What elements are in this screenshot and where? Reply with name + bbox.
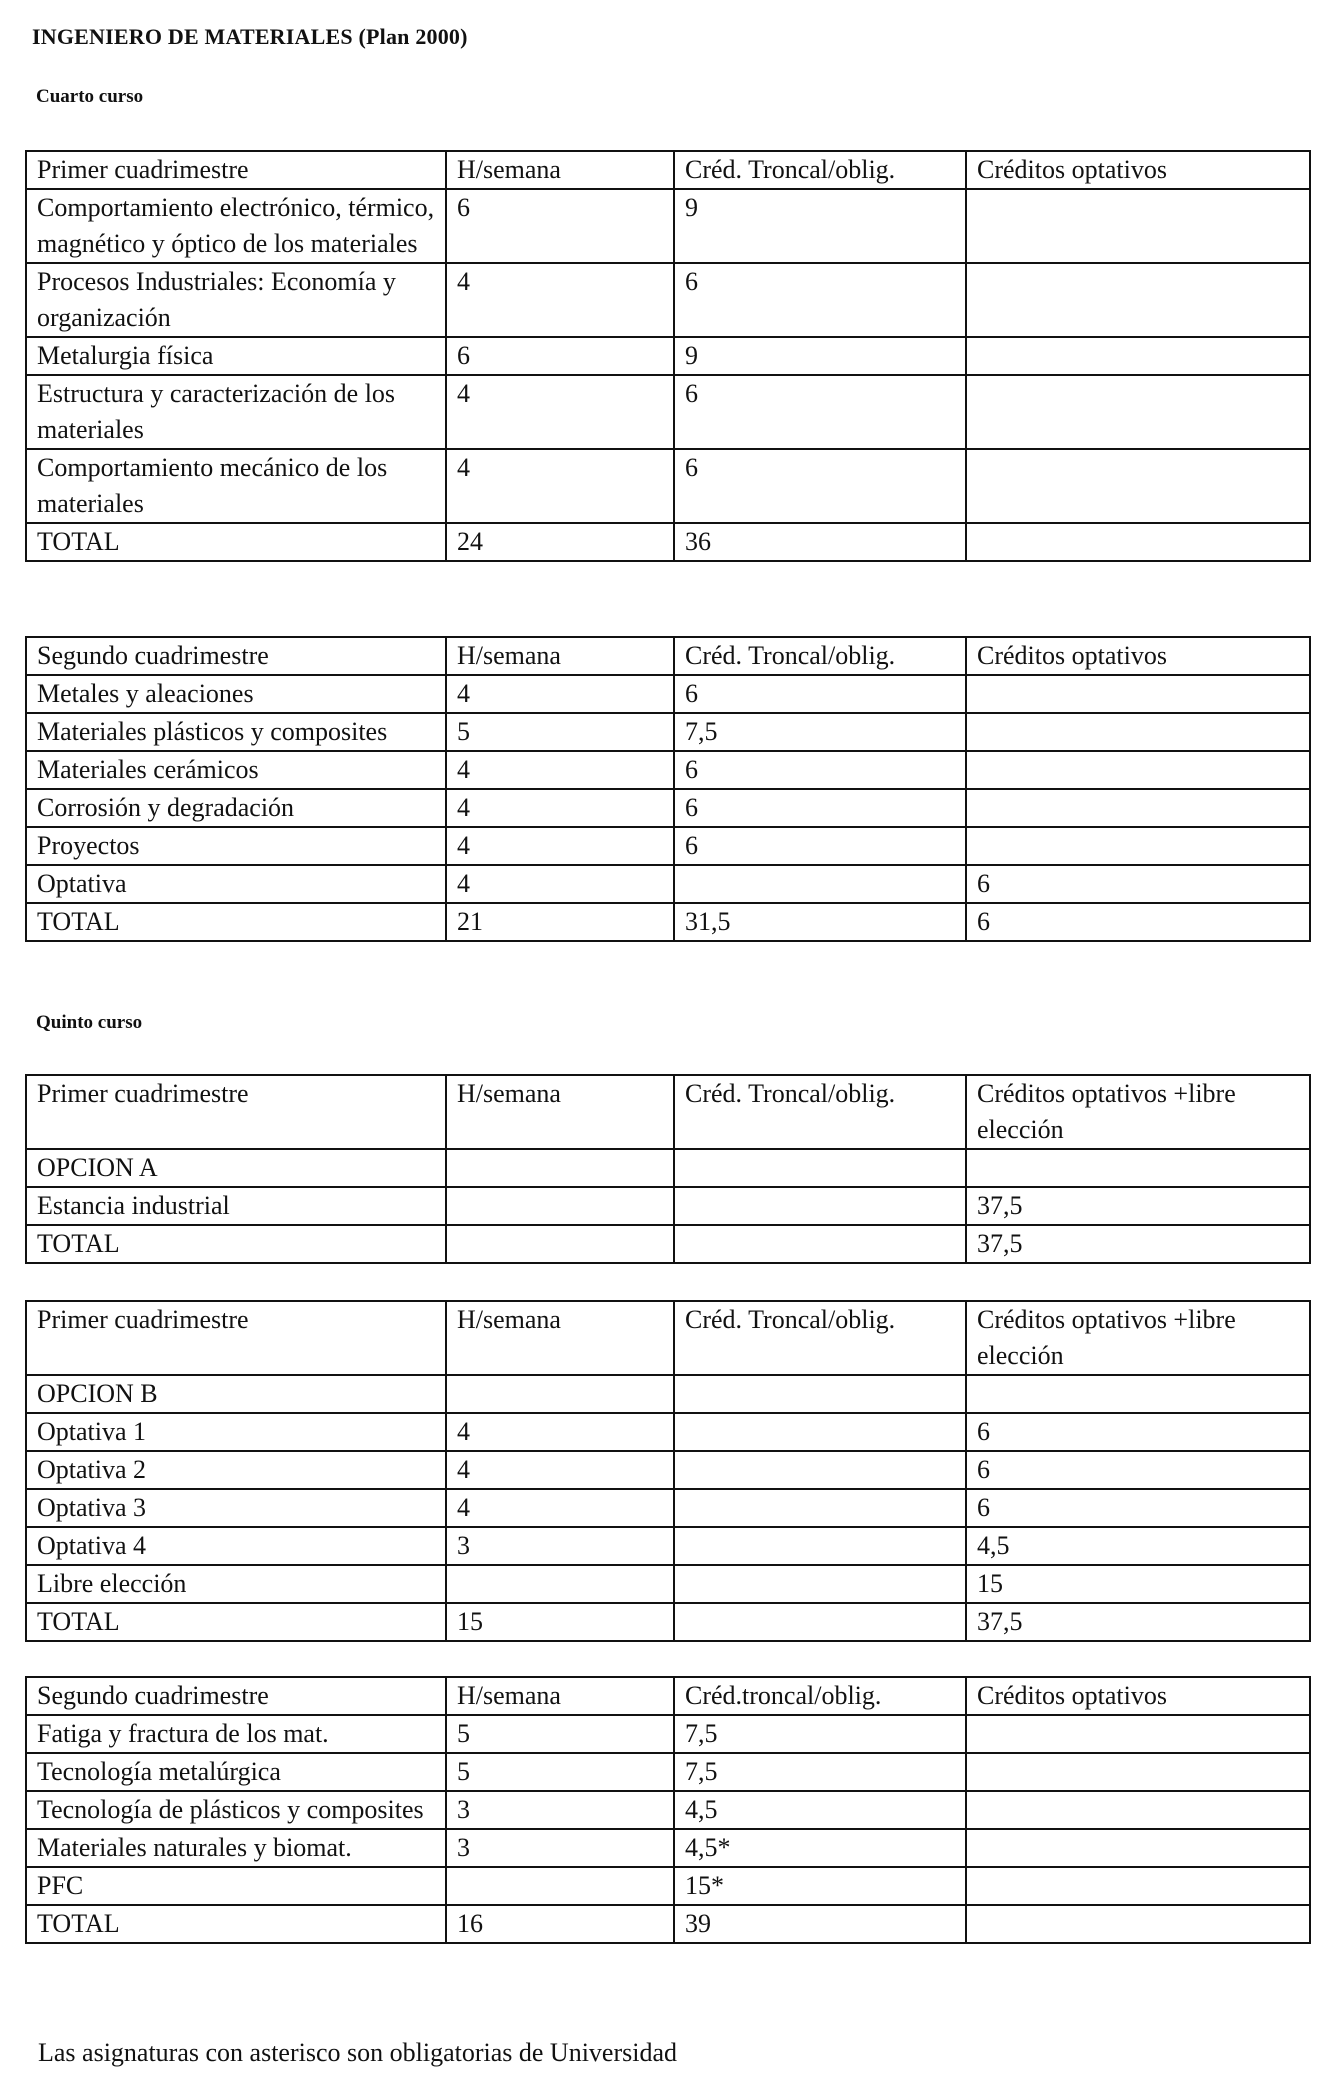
table-total-row-cell [446, 1225, 674, 1263]
table-row [26, 751, 1310, 789]
table-row [26, 1149, 1310, 1187]
table-header-row-cell: H/semana [446, 1075, 674, 1149]
table-row-cell: Comportamiento mecánico de los materiales [26, 449, 446, 523]
table-header-row-cell: Créditos optativos +libre elección [966, 1075, 1310, 1149]
table-total-row-cell: 37,5 [966, 1225, 1310, 1263]
table-row-cell: 6 [674, 263, 966, 337]
table-row [26, 1527, 1310, 1565]
table-total-row-cell [674, 1225, 966, 1263]
table-total-row-cell: 16 [446, 1905, 674, 1943]
table-row [26, 865, 1310, 903]
table-row [26, 375, 1310, 449]
table-row [26, 1829, 1310, 1867]
table-row-cell: Optativa 1 [26, 1413, 446, 1451]
table-row-cell: 3 [446, 1791, 674, 1829]
table-total-row [26, 1905, 1310, 1943]
table-row-cell: Corrosión y degradación [26, 789, 446, 827]
table-total-row-cell: TOTAL [26, 1905, 446, 1943]
section-label-cuarto-curso: Cuarto curso [36, 86, 144, 107]
table-row-cell: 6 [674, 789, 966, 827]
table-header-row-cell: Créd. Troncal/oblig. [674, 151, 966, 189]
table-row-cell [966, 189, 1310, 263]
table-row-cell [446, 1565, 674, 1603]
table-row-cell [966, 1715, 1310, 1753]
table-row-cell: 4 [446, 789, 674, 827]
table-header-row-cell: Segundo cuadrimestre [26, 637, 446, 675]
table-header-row-cell: Créd. Troncal/oblig. [674, 637, 966, 675]
table-row [26, 1867, 1310, 1905]
table-row-cell: 5 [446, 1715, 674, 1753]
table-header-row-cell: H/semana [446, 637, 674, 675]
table-row-cell: OPCION A [26, 1149, 446, 1187]
table-row-cell: 5 [446, 713, 674, 751]
table-row-cell: 9 [674, 189, 966, 263]
table-row-cell: 6 [446, 189, 674, 263]
table-cuarto-primer-cuadrimestre [25, 150, 1311, 562]
table-row-cell: 37,5 [966, 1187, 1310, 1225]
table-header-row-cell: Primer cuadrimestre [26, 1075, 446, 1149]
table-row-cell: 4 [446, 263, 674, 337]
table-row-cell [446, 1187, 674, 1225]
table-row-cell: Proyectos [26, 827, 446, 865]
table-total-row-cell: 6 [966, 903, 1310, 941]
table-row-cell: Comportamiento electrónico, térmico, magnético y óptico de los materiales [26, 189, 446, 263]
table-row [26, 1565, 1310, 1603]
table-total-row [26, 1225, 1310, 1263]
footnote: Las asignaturas con asterisco son obligatorias de Universidad [38, 2038, 677, 2067]
table-quinto-primer-cuadrimestre-opcion-a [25, 1074, 1311, 1264]
table-row [26, 263, 1310, 337]
table-row-cell [674, 1489, 966, 1527]
table-row [26, 827, 1310, 865]
table-row-cell [966, 675, 1310, 713]
table-total-row-cell: 37,5 [966, 1603, 1310, 1641]
table-header-row-cell: Créditos optativos [966, 151, 1310, 189]
table-quinto-segundo-cuadrimestre [25, 1676, 1311, 1944]
table-row-cell: Metalurgia física [26, 337, 446, 375]
table-row-cell: PFC [26, 1867, 446, 1905]
table-row-cell [446, 1149, 674, 1187]
table-row-cell: 7,5 [674, 713, 966, 751]
table-row-cell: 3 [446, 1829, 674, 1867]
table-row-cell: 4 [446, 1489, 674, 1527]
table-row-cell: Tecnología metalúrgica [26, 1753, 446, 1791]
table-row-cell: Tecnología de plásticos y composites [26, 1791, 446, 1829]
table-row-cell: Optativa [26, 865, 446, 903]
table-row [26, 789, 1310, 827]
table-header-row-cell: Créd. Troncal/oblig. [674, 1301, 966, 1375]
table-row-cell [966, 713, 1310, 751]
table-row-cell: Libre elección [26, 1565, 446, 1603]
table-total-row-cell: TOTAL [26, 1603, 446, 1641]
table-row-cell [966, 1867, 1310, 1905]
table-header-row-cell: H/semana [446, 1677, 674, 1715]
table-row-cell [966, 449, 1310, 523]
table-row-cell [966, 1829, 1310, 1867]
table-row-cell [966, 337, 1310, 375]
table-header-row-cell: Primer cuadrimestre [26, 151, 446, 189]
table-row-cell [446, 1375, 674, 1413]
table-row [26, 1413, 1310, 1451]
table-row-cell: Estancia industrial [26, 1187, 446, 1225]
table-row [26, 1187, 1310, 1225]
table-row [26, 337, 1310, 375]
table-total-row-cell: TOTAL [26, 903, 446, 941]
table-row-cell: Estructura y caracterización de los materiales [26, 375, 446, 449]
table-header-row-cell: Créd.troncal/oblig. [674, 1677, 966, 1715]
table-row-cell: Materiales naturales y biomat. [26, 1829, 446, 1867]
table-total-row [26, 523, 1310, 561]
table-cuarto-segundo-cuadrimestre [25, 636, 1311, 942]
table-row-cell: Materiales cerámicos [26, 751, 446, 789]
table-row [26, 1791, 1310, 1829]
table-row [26, 1715, 1310, 1753]
table-header-row-cell: H/semana [446, 151, 674, 189]
table-total-row-cell: 31,5 [674, 903, 966, 941]
table-row-cell [674, 865, 966, 903]
table-row [26, 713, 1310, 751]
table-row-cell: Optativa 4 [26, 1527, 446, 1565]
table-row-cell: 3 [446, 1527, 674, 1565]
table-header-row-cell: Créditos optativos [966, 1677, 1310, 1715]
table-header-row-cell: Segundo cuadrimestre [26, 1677, 446, 1715]
table-row-cell [966, 827, 1310, 865]
table-row-cell [674, 1375, 966, 1413]
table-row-cell: 6 [966, 1489, 1310, 1527]
table-row-cell: 4 [446, 865, 674, 903]
table-row [26, 1753, 1310, 1791]
table-total-row-cell: 39 [674, 1905, 966, 1943]
table-row-cell: 4 [446, 675, 674, 713]
table-row-cell: 4 [446, 827, 674, 865]
table-total-row-cell: TOTAL [26, 1225, 446, 1263]
table-row-cell: Optativa 2 [26, 1451, 446, 1489]
table-row-cell: 4,5 [674, 1791, 966, 1829]
table-row-cell: 4,5 [966, 1527, 1310, 1565]
table-row-cell: Optativa 3 [26, 1489, 446, 1527]
table-header-row [26, 1301, 1310, 1375]
table-row-cell: 6 [674, 751, 966, 789]
table-row-cell: 6 [966, 1413, 1310, 1451]
table-header-row-cell: Créd. Troncal/oblig. [674, 1075, 966, 1149]
table-row-cell [966, 789, 1310, 827]
table-header-row-cell: Primer cuadrimestre [26, 1301, 446, 1375]
table-row-cell [674, 1413, 966, 1451]
table-header-row-cell: Créditos optativos +libre elección [966, 1301, 1310, 1375]
document-title: INGENIERO DE MATERIALES (Plan 2000) [32, 24, 468, 49]
table-row [26, 675, 1310, 713]
table-row [26, 1489, 1310, 1527]
table-row-cell: Metales y aleaciones [26, 675, 446, 713]
table-row-cell [966, 751, 1310, 789]
table-row-cell [674, 1149, 966, 1187]
table-row-cell [966, 1753, 1310, 1791]
table-header-row [26, 637, 1310, 675]
table-row [26, 1451, 1310, 1489]
table-row-cell: 4 [446, 375, 674, 449]
table-row-cell: 4,5* [674, 1829, 966, 1867]
section-label-quinto-curso: Quinto curso [36, 1012, 143, 1033]
table-row-cell: 15* [674, 1867, 966, 1905]
table-row-cell [966, 1149, 1310, 1187]
table-row-cell: 7,5 [674, 1753, 966, 1791]
table-header-row-cell: Créditos optativos [966, 637, 1310, 675]
table-total-row-cell: TOTAL [26, 523, 446, 561]
table-row-cell: 6 [966, 865, 1310, 903]
table-header-row [26, 151, 1310, 189]
table-total-row-cell: 21 [446, 903, 674, 941]
table-row-cell: 15 [966, 1565, 1310, 1603]
table-total-row-cell: 36 [674, 523, 966, 561]
table-row-cell: 6 [674, 449, 966, 523]
table-row [26, 189, 1310, 263]
table-row-cell: 7,5 [674, 1715, 966, 1753]
table-row-cell: 4 [446, 1451, 674, 1489]
table-row-cell [966, 375, 1310, 449]
table-row-cell: 9 [674, 337, 966, 375]
table-total-row [26, 1603, 1310, 1641]
table-total-row-cell [674, 1603, 966, 1641]
table-row-cell: 6 [674, 375, 966, 449]
table-row-cell [674, 1527, 966, 1565]
table-header-row [26, 1677, 1310, 1715]
table-row-cell [966, 263, 1310, 337]
table-row-cell: Fatiga y fractura de los mat. [26, 1715, 446, 1753]
table-row-cell: OPCION B [26, 1375, 446, 1413]
table-header-row [26, 1075, 1310, 1149]
table-row-cell [674, 1565, 966, 1603]
table-quinto-primer-cuadrimestre-opcion-b [25, 1300, 1311, 1642]
table-row-cell: 4 [446, 1413, 674, 1451]
table-total-row-cell: 15 [446, 1603, 674, 1641]
table-total-row-cell [966, 523, 1310, 561]
table-row-cell: 6 [674, 827, 966, 865]
table-row-cell [966, 1375, 1310, 1413]
table-row-cell: 6 [966, 1451, 1310, 1489]
table-row-cell: 6 [674, 675, 966, 713]
table-total-row-cell: 24 [446, 523, 674, 561]
table-total-row-cell [966, 1905, 1310, 1943]
table-row-cell: Materiales plásticos y composites [26, 713, 446, 751]
table-row [26, 1375, 1310, 1413]
table-row [26, 449, 1310, 523]
table-row-cell: 4 [446, 751, 674, 789]
table-header-row-cell: H/semana [446, 1301, 674, 1375]
table-row-cell [966, 1791, 1310, 1829]
table-total-row [26, 903, 1310, 941]
table-row-cell: 4 [446, 449, 674, 523]
table-row-cell [674, 1187, 966, 1225]
table-row-cell [674, 1451, 966, 1489]
table-row-cell: Procesos Industriales: Economía y organización [26, 263, 446, 337]
table-row-cell [446, 1867, 674, 1905]
table-row-cell: 6 [446, 337, 674, 375]
table-row-cell: 5 [446, 1753, 674, 1791]
